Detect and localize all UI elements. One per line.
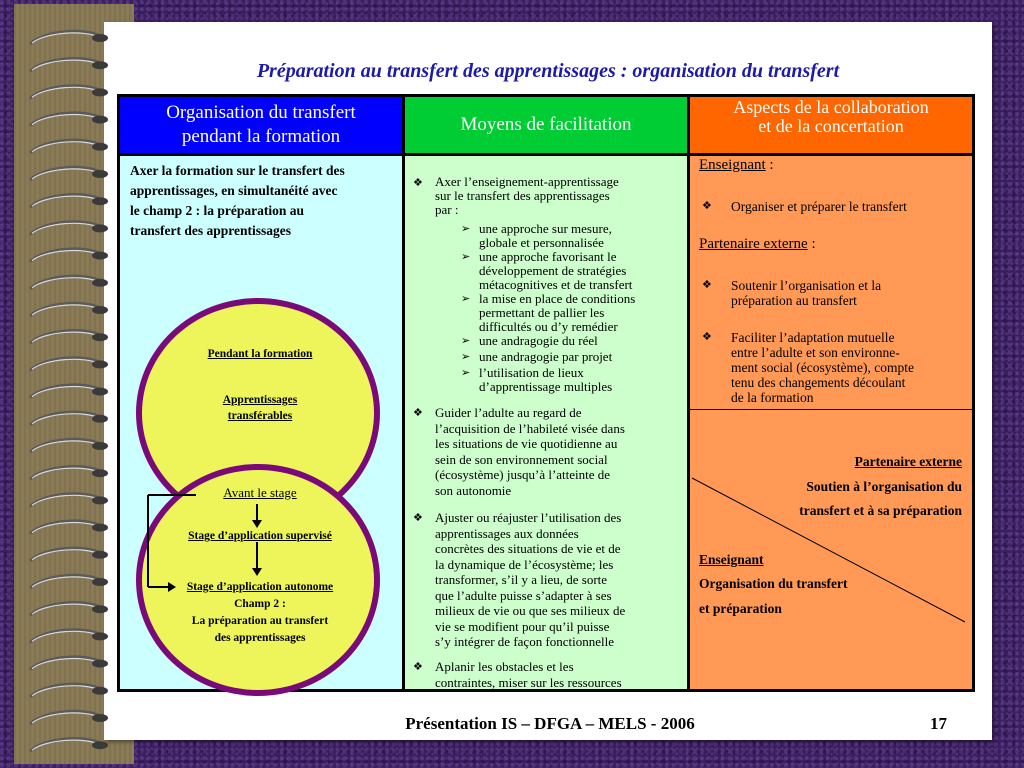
text-line: de la formation: [731, 390, 814, 405]
diag-enseignant-label: Enseignant: [699, 552, 764, 567]
text-line: entre l’adulte et son environne-: [731, 345, 900, 360]
spiral-ring-highlight: [32, 468, 99, 478]
diamond-bullet-icon: ❖: [702, 279, 712, 291]
spiral-ring-highlight: [32, 169, 99, 179]
moyens-subitem: [479, 366, 684, 394]
text-line: globale et personnalisée: [479, 235, 604, 250]
diag-organisation-line1: Organisation du transfert: [699, 576, 848, 591]
arrow-bullet-icon: ➢: [461, 293, 471, 305]
diag-organisation-line2: et préparation: [699, 601, 782, 616]
text-line: métacognitives et de transfert: [479, 277, 633, 292]
header-aspects-line2: et de la concertation: [758, 116, 904, 136]
arrow-bullet-icon: ➢: [461, 335, 471, 347]
spiral-ring-highlight: [32, 686, 99, 696]
partenaire-heading: [699, 236, 816, 253]
lead-line: Axer la formation sur le transfert des: [130, 163, 345, 178]
spiral-ring-highlight: [32, 713, 99, 723]
header-organisation-line2: pendant la formation: [181, 126, 341, 147]
binding-hole: [92, 143, 108, 151]
text-line: Faciliter l’adaptation mutuelle: [731, 330, 895, 345]
spiral-ring-highlight: [32, 577, 99, 587]
moyens-subitem: [479, 250, 684, 292]
text-line: Aplanir les obstacles et les: [435, 659, 574, 674]
arrow-bullet-icon: ➢: [461, 351, 471, 363]
text-line: son autonomie: [435, 482, 512, 498]
spiral-ring-highlight: [32, 60, 99, 70]
header-moyens: Moyens de facilitation: [405, 97, 687, 153]
text-line: Soutenir l’organisation et la: [731, 278, 882, 293]
partenaire-item-2: [731, 330, 966, 405]
text-line: tenu des changements découlant: [731, 375, 906, 390]
spiral-ring-highlight: [32, 387, 99, 397]
spiral-ring-highlight: [32, 523, 99, 533]
spiral-ring-highlight: [32, 251, 99, 261]
text-line: milieux de vie ou que ses milieux de: [435, 603, 626, 618]
binding-hole: [92, 61, 108, 69]
binding-hole: [92, 551, 108, 559]
colon: :: [807, 236, 816, 252]
binding-hole: [92, 741, 108, 749]
binding-hole: [92, 469, 108, 477]
colon: :: [765, 157, 774, 173]
header-organisation-line1: Organisation du transfert: [166, 102, 356, 123]
binding-hole: [92, 306, 108, 314]
binding-hole: [92, 170, 108, 178]
binding-hole: [92, 388, 108, 396]
spiral-ring-highlight: [32, 278, 99, 288]
text-line: vie se modifient pour qu’il puisse: [435, 618, 610, 634]
text-line: ment social (écosystème), compte: [731, 360, 914, 375]
binding-hole: [92, 360, 108, 368]
arrowhead-supervise: [252, 520, 262, 528]
diag-partenaire-label: Partenaire externe: [854, 454, 962, 469]
spiral-ring-highlight: [32, 441, 99, 451]
text-line: l’acquisition de l’habileté visée dans: [435, 420, 625, 436]
binding-hole: [92, 660, 108, 668]
moyens-subitem: [479, 292, 684, 334]
partenaire-label: Partenaire externe: [699, 236, 808, 252]
text-line: Axer l’enseignement-apprentissage: [435, 174, 619, 189]
enseignant-item: Organiser et préparer le transfert: [731, 199, 907, 214]
enseignant-heading: [699, 157, 774, 174]
arrowhead-autonome: [252, 568, 262, 576]
text-line: préparation au transfert: [731, 293, 857, 308]
moyens-subitem: [479, 222, 684, 250]
circle-top-line2: transférables: [227, 410, 293, 422]
lead-line: le champ 2 : la préparation au: [130, 203, 304, 218]
moyens-item-1: [435, 175, 685, 217]
binding-hole: [92, 578, 108, 586]
diamond-bullet-icon: ❖: [413, 661, 423, 673]
diag-soutien-line1: Soutien à l’organisation du: [806, 479, 962, 494]
text-line: une approche favorisant le: [479, 249, 617, 264]
binding-hole: [92, 714, 108, 722]
text-line: sur le transfert des apprentissages: [435, 188, 610, 203]
text-line: permettant de pallier les: [479, 305, 605, 320]
spiral-ring-highlight: [32, 550, 99, 560]
binding-hole: [92, 687, 108, 695]
moyens-item-2: [435, 405, 685, 498]
binding-hole: [92, 224, 108, 232]
spiral-ring-highlight: [32, 196, 99, 206]
text-line: une andragogie par projet: [479, 349, 613, 364]
text-line: par :: [435, 202, 459, 217]
moyens-item-4: [435, 659, 685, 689]
lead-line: transfert des apprentissages: [130, 223, 291, 238]
spiral-ring-highlight: [32, 305, 99, 315]
column-aspects: [690, 156, 972, 689]
spiral-ring-highlight: [32, 495, 99, 505]
diagonal-divider: [690, 410, 972, 689]
page-number: 17: [930, 714, 947, 733]
binding-hole: [92, 116, 108, 124]
binding-hole: [92, 442, 108, 450]
text-line: que l’adulte puisse s’adapter à ses: [435, 587, 612, 603]
slide-title: Préparation au transfert des apprentissages : organisation du transfert: [256, 60, 840, 82]
circle-top-line1: Apprentissages: [222, 394, 298, 406]
footer-presentation: Présentation IS – DFGA – MELS - 2006: [405, 714, 695, 733]
text-line: (écosystème) jusqu’à l’atteinte de: [435, 467, 611, 482]
header-aspects: [690, 97, 972, 153]
text-line: difficultés ou d’y remédier: [479, 319, 618, 334]
binding-hole: [92, 415, 108, 423]
arrow-bullet-icon: ➢: [461, 251, 471, 263]
text-line: apprentissages aux données: [435, 525, 579, 541]
arrow-bullet-icon: ➢: [461, 223, 471, 235]
champ-line2: La préparation au transfert: [191, 615, 329, 627]
text-line: la dynamique de l’écosystème; les: [435, 556, 614, 572]
text-line: d’apprentissage multiples: [479, 379, 613, 394]
spiral-ring-highlight: [32, 740, 99, 750]
diamond-bullet-icon: ❖: [413, 512, 423, 524]
binding-hole: [92, 605, 108, 613]
diamond-bullet-icon: ❖: [702, 331, 712, 343]
text-line: la mise en place de conditions: [479, 291, 636, 306]
text-line: l’utilisation de lieux: [479, 365, 584, 380]
arrow-bullet-icon: ➢: [461, 367, 471, 379]
diamond-bullet-icon: ❖: [702, 200, 712, 212]
diamond-bullet-icon: ❖: [413, 407, 423, 419]
text-line: contraintes, miser sur les ressources: [435, 674, 622, 689]
spiral-ring-highlight: [32, 223, 99, 233]
partenaire-item-1: [731, 278, 966, 308]
spiral-ring-highlight: [32, 604, 99, 614]
spiral-binding: [0, 0, 120, 768]
diamond-bullet-icon: ❖: [413, 177, 423, 189]
binding-hole: [92, 88, 108, 96]
spiral-ring-highlight: [32, 414, 99, 424]
diag-soutien-line2: transfert et à sa préparation: [799, 503, 962, 518]
text-line: Ajuster ou réajuster l’utilisation des: [435, 510, 622, 525]
spiral-ring-highlight: [32, 332, 99, 342]
enseignant-label: Enseignant: [699, 157, 766, 173]
lead-line: apprentissages, en simultanéité avec: [130, 183, 338, 198]
champ-line3: des apprentissages: [214, 632, 306, 644]
text-line: sein de son environnement social: [435, 451, 608, 467]
spiral-ring-highlight: [32, 659, 99, 669]
moyens-item-3: [435, 510, 685, 650]
spiral-ring-highlight: [32, 115, 99, 125]
header-aspects-line1: Aspects de la collaboration: [733, 97, 929, 117]
binding-hole: [92, 279, 108, 287]
moyens-subitem: [479, 350, 684, 364]
binding-hole: [92, 496, 108, 504]
binding-hole: [92, 34, 108, 42]
champ-line1: Champ 2 :: [234, 598, 286, 610]
binding-hole: [92, 252, 108, 260]
binding-hole: [92, 333, 108, 341]
text-line: transformer, s’il y a lieu, de sorte: [435, 572, 608, 587]
binding-hole: [92, 197, 108, 205]
arrow-to-autonome: [168, 582, 176, 592]
spiral-ring-highlight: [32, 359, 99, 369]
moyens-subitem: [479, 334, 684, 348]
text-line: développement de stratégies: [479, 263, 627, 278]
text-line: Guider l’adulte au regard de: [435, 405, 582, 420]
spiral-ring-highlight: [32, 87, 99, 97]
binding-hole: [92, 524, 108, 532]
header-organisation: [120, 97, 402, 153]
stage-autonome-label: Stage d’application autonome: [186, 581, 334, 593]
column-organisation-lead: [130, 161, 396, 241]
text-line: les situations de vie quotidienne au: [435, 436, 618, 451]
text-line: concrètes des situations de vie et de: [435, 541, 621, 556]
text-line: s’y intégrer de façon fonctionnelle: [435, 634, 615, 649]
circle-top-title: Pendant la formation: [207, 348, 313, 360]
avant-stage-label: Avant le stage: [223, 485, 297, 500]
spiral-ring-highlight: [32, 33, 99, 43]
column-moyens: [405, 156, 687, 689]
flow-arrows: [140, 490, 270, 600]
binding-hole: [92, 632, 108, 640]
text-line: une approche sur mesure,: [479, 221, 612, 236]
stage-supervise-label: Stage d’application supervisé: [188, 530, 332, 542]
spiral-ring-highlight: [32, 142, 99, 152]
text-line: une andragogie du réel: [479, 333, 598, 348]
spiral-ring-highlight: [32, 631, 99, 641]
